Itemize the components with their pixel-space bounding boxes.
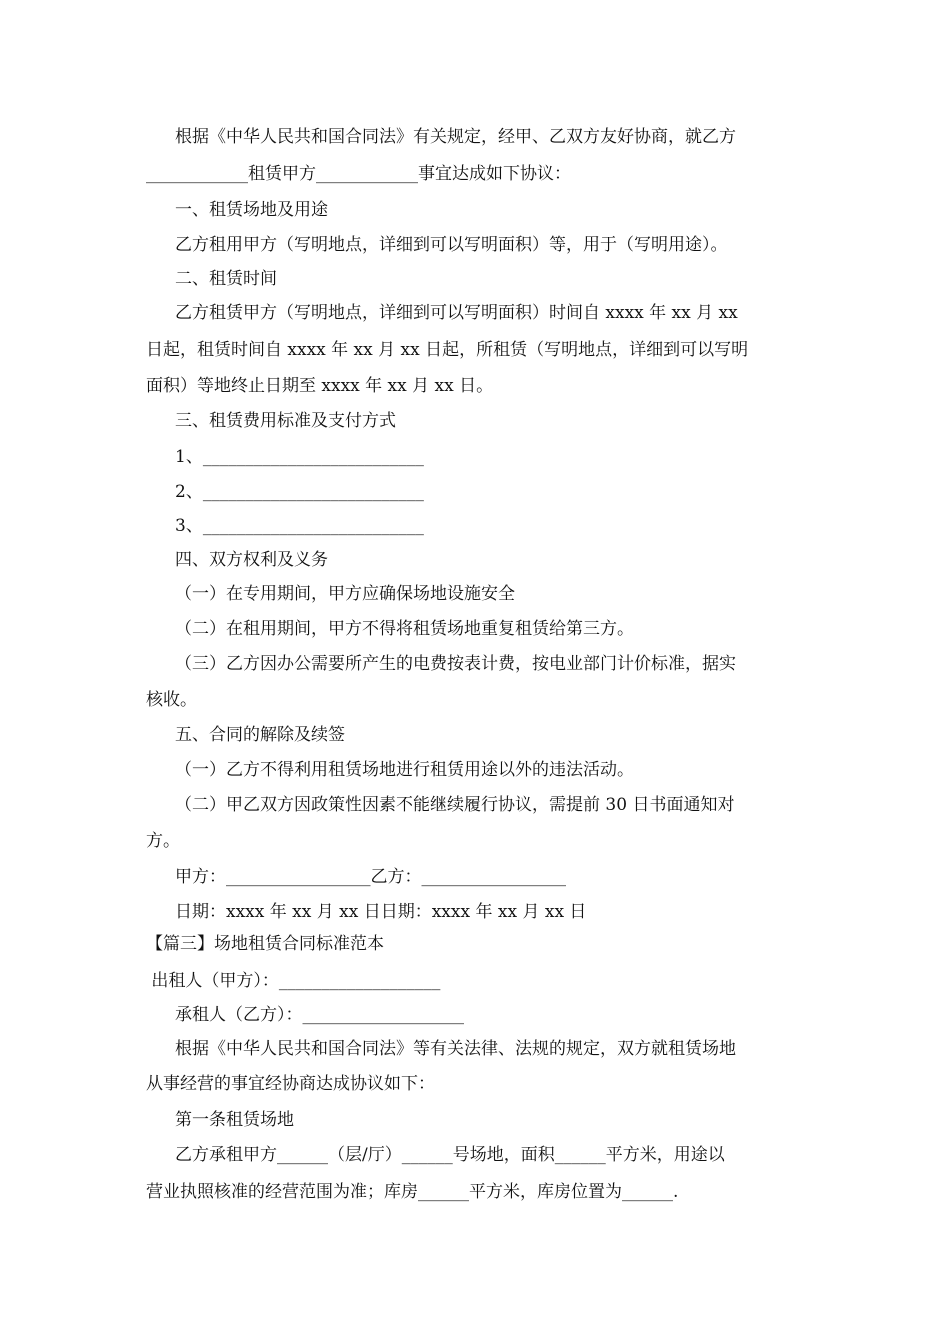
paragraph-line: 营业执照核准的经营范围为准；库房______平方米，库房位置为______.	[146, 1182, 679, 1202]
section-heading-2: 二、租赁时间	[175, 269, 277, 289]
clause-line: （二）在租用期间，甲方不得将租赁场地重复租赁给第三方。	[175, 619, 634, 639]
list-item-1: 1、__________________________	[175, 447, 424, 467]
section-heading-5: 五、合同的解除及续签	[175, 725, 345, 745]
paragraph-line: 从事经营的事宜经协商达成协议如下：	[146, 1074, 435, 1094]
clause-line: 方。	[146, 831, 180, 851]
section-heading-3: 三、租赁费用标准及支付方式	[175, 411, 396, 431]
lessee-line: 承租人（乙方）：___________________	[175, 1005, 464, 1025]
list-item-3: 3、__________________________	[175, 516, 424, 536]
clause-line: （一）乙方不得利用租赁场地进行租赁用途以外的违法活动。	[175, 760, 634, 780]
clause-line: 核收。	[146, 690, 197, 710]
paragraph-line: 根据《中华人民共和国合同法》等有关法律、法规的规定，双方就租赁场地	[175, 1039, 736, 1059]
article-heading: 第一条租赁场地	[175, 1110, 294, 1130]
part-title: 【篇三】场地租赁合同标准范本	[146, 934, 384, 954]
clause-line: （三）乙方因办公需要所产生的电费按表计费，按电业部门计价标准，据实	[175, 654, 736, 674]
signature-line: 甲方：_________________乙方：_________________	[175, 867, 566, 887]
paragraph-intro-line-1: 根据《中华人民共和国合同法》有关规定，经甲、乙双方友好协商，就乙方	[175, 127, 736, 147]
paragraph-line: 日起，租赁时间自 xxxx 年 xx 月 xx 日起，所租赁（写明地点，详细到可以写明	[146, 340, 749, 360]
paragraph-line: 乙方承租甲方______（层/厅）______号场地，面积______平方米，用途以	[175, 1145, 725, 1165]
clause-line: （二）甲乙双方因政策性因素不能继续履行协议，需提前 30 日书面通知对	[175, 795, 735, 815]
date-line: 日期：xxxx 年 xx 月 xx 日日期：xxxx 年 xx 月 xx 日	[175, 902, 587, 922]
paragraph-line: 面积）等地终止日期至 xxxx 年 xx 月 xx 日。	[146, 376, 494, 396]
clause-line: （一）在专用期间，甲方应确保场地设施安全	[175, 584, 515, 604]
paragraph-line: 乙方租用甲方（写明地点，详细到可以写明面积）等，用于（写明用途）。	[175, 235, 728, 255]
lessor-line: 出租人（甲方）：___________________	[146, 971, 441, 991]
paragraph-intro-line-2: ____________租赁甲方____________事宜达成如下协议：	[146, 164, 571, 184]
paragraph-line: 乙方租赁甲方（写明地点，详细到可以写明面积）时间自 xxxx 年 xx 月 xx	[175, 303, 738, 323]
section-heading-1: 一、租赁场地及用途	[175, 200, 328, 220]
list-item-2: 2、__________________________	[175, 482, 424, 502]
section-heading-4: 四、双方权利及义务	[175, 550, 328, 570]
